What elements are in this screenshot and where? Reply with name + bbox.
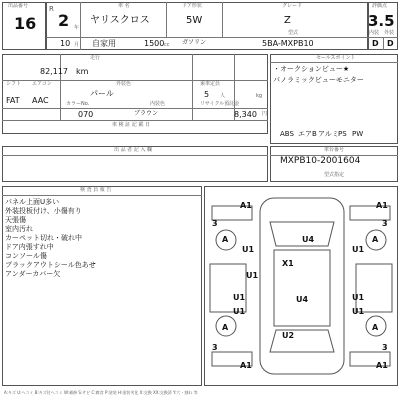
month-suffix: 月 [74,42,80,48]
selling-point-1: ・オークションビュー★ [273,65,350,73]
equipment-pw: PW [352,130,364,138]
spec-vl-2 [192,54,193,120]
model-year: 2 [58,11,70,30]
door-count: 5W [186,15,203,26]
capacity-label: 乗車定員 [200,81,221,87]
inspector-item: アンダーカバー欠 [5,270,61,278]
car-diagram [204,186,398,386]
spec-hl-3 [2,120,268,121]
inspector-item: 外装投板付け、小傷有り [5,207,82,215]
interior-color-label: 内装色 [150,101,166,107]
damage-mark: 3 [212,219,218,228]
damage-mark: 3 [212,343,218,352]
month: 10 [60,39,71,48]
score-label: 評価点 [372,3,388,9]
fuel: ガソリン [182,39,207,46]
model-code: 5BA-MXPB10 [262,39,314,48]
damage-mark: A [222,235,229,244]
shift-label: シフト [6,81,22,87]
notes-divider [2,155,268,156]
title-divider [46,37,368,38]
recycle-unit: 円 [262,111,268,117]
mileage: 82,117 [40,67,68,76]
grade-label: グレード [282,3,303,9]
shift: FAT [6,96,20,105]
interior-score-label: 内装 [369,30,380,36]
damage-mark: U1 [352,293,365,302]
lot-number: 16 [14,14,37,33]
damage-mark: U1 [352,307,365,316]
inspector-item: ブラックアウトシール色あせ [5,261,96,269]
recycle-label: リサイクル預託金 [200,101,240,107]
aircon-label: エアコン [32,81,52,87]
notes-title: 出 品 者 記 入 欄 [114,147,152,153]
damage-mark: U1 [242,245,255,254]
chassis-sub-label: 型式指定 [324,172,345,178]
equipment-abs: ABS [280,130,294,138]
inspector-box [2,186,202,386]
exterior-color: パール [90,89,114,98]
color-label: 外装色 [116,81,132,87]
inspector-title: 検 査 員 報 告 [80,187,112,193]
damage-mark: U2 [282,331,295,340]
color-code-label: カラーNo. [66,101,90,107]
inspector-divider [2,195,202,196]
equipment-ps: PS [338,130,347,138]
damage-mark: U1 [352,245,365,254]
model-code-label: 型式 [288,30,299,36]
damage-mark: U4 [302,235,315,244]
damage-mark: A1 [240,201,252,210]
title-vdiv-2 [166,2,167,37]
damage-mark: A1 [376,361,388,370]
damage-mark: A [372,235,379,244]
inspector-item: ドア内張すれ中 [5,243,54,251]
selling-point-2: パノラミックビューモニター [273,76,364,84]
title-vdiv-3 [222,2,223,37]
damage-mark: U4 [296,295,309,304]
damage-mark: U1 [233,307,246,316]
damage-mark: A [222,323,229,332]
score: 3.5 [368,12,395,30]
year-suffix: 年 [74,25,80,31]
damage-mark: X1 [282,259,294,268]
damage-mark: 3 [382,343,388,352]
chassis-title: 車台番号 [324,147,345,153]
damage-mark: A [372,323,379,332]
car-name: ヤリスクロス [90,15,150,26]
displacement: 1500 [144,39,165,48]
damage-mark: A1 [240,361,252,370]
lot-label: 出品番号 [8,3,29,9]
chassis-number: MXPB10-2001604 [280,156,361,166]
grade: Z [284,15,291,26]
interior-color: ブラウン [134,110,159,117]
inspector-item: カーペット切れ・破れ中 [5,234,82,242]
usage: 自家用 [92,39,116,48]
score-vdiv [383,37,384,50]
damage-mark: A1 [376,201,388,210]
door-label: ドア形状 [182,3,202,9]
spec-vl-1 [60,54,61,120]
spec-hl-2 [2,108,268,109]
year-prefix: R [49,5,54,13]
damage-mark: U1 [246,271,259,280]
exterior-score: D [387,39,394,48]
mileage-unit: km [76,67,89,76]
sp-divider [270,62,398,63]
seats: 5 [204,90,210,99]
inspector-item: 室内汚れ [5,225,33,233]
car-name-label: 車 名 [118,3,130,9]
inspector-item: 天張傷 [5,216,26,224]
damage-mark: U1 [233,293,246,302]
aircon: AAC [32,96,49,105]
capacity-unit: kg [256,93,263,99]
recycle-amount: 8,340 [234,110,257,119]
selling-points-title: セールスポイント [316,55,356,61]
title-vdiv-1 [80,2,81,50]
seats-unit: 人 [220,93,226,99]
inspector-item: コンソール傷 [5,252,47,260]
interior-score: D [372,39,379,48]
damage-mark: 3 [382,219,388,228]
mileage-label: 走行 [90,55,101,61]
footer-legend: A:キズ U:ヘコミ B:キズ付ヘコミ W:補修 S:サビ C:腐食 P:塗装 H:塗装劣化 X:交換 XX:交換済 Y:穴・割れ 等 [4,390,198,395]
inspection-label: 車 検 証 記 載 日 [112,122,150,128]
displacement-unit: cc [164,42,170,48]
color-code: 070 [78,110,94,119]
inspector-item: パネル上面U多い [5,198,60,206]
equipment-airbag: エアB [298,130,317,138]
equipment-alloy: アルミ [318,130,339,138]
exterior-score-label: 外装 [384,30,395,36]
